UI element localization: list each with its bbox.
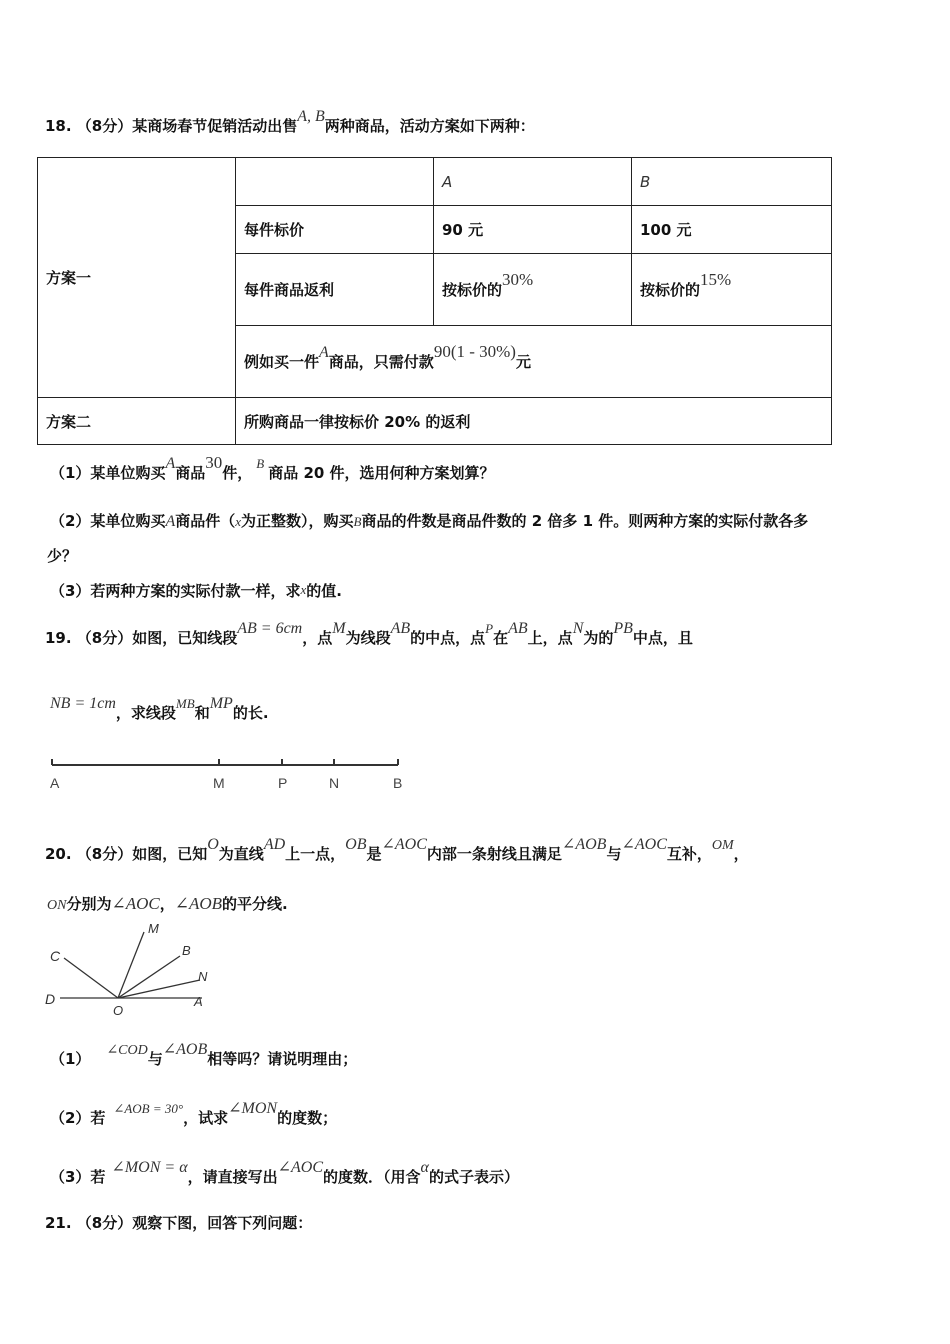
q20-sub3-p2: ，请直接写出 [187, 1168, 278, 1186]
q19-ab: AB [390, 620, 411, 637]
q20-aob: ∠AOB [561, 836, 607, 853]
q20-sub1 [50, 1041, 358, 1069]
rebate-a: 30% [502, 270, 534, 289]
plan-table [37, 157, 832, 445]
q18-sub2-a: A [165, 513, 176, 530]
q20-sub3-p3: 的度数．（用含 [323, 1168, 421, 1186]
example-1: 例如买一件 [244, 353, 320, 371]
plan1-label: 方案一 [38, 158, 236, 398]
example-cell [236, 326, 832, 398]
q19-nb-eq: NB = 1cm [50, 695, 116, 712]
q20-sub1-cod: ∠COD [106, 1043, 148, 1058]
q19-p9: ，求线段 [115, 704, 176, 722]
q18-sub1-p1: （1）某单位购买 [50, 464, 166, 482]
example-a: A [319, 344, 329, 361]
rebate-a-cell [434, 254, 632, 326]
plan2-label: 方案二 [38, 398, 236, 445]
q18-sub3 [50, 580, 342, 601]
fig-label-m: M [148, 921, 159, 936]
q20-sub3-alpha: α [420, 1159, 429, 1176]
q18-sub1-p2: 商品 [175, 464, 206, 482]
q20-sub3-aoc: ∠AOC [277, 1159, 324, 1176]
ray-om [118, 932, 144, 998]
label-p: P [278, 775, 288, 791]
q18-sub1 [50, 453, 495, 483]
q18-sub2-p3: 为正整数），购买 [241, 512, 354, 530]
price-label: 每件标价 [236, 206, 434, 254]
q20-p1: 20. （8分）如图，已知 [45, 845, 208, 863]
header-b: B [632, 158, 832, 206]
q19-p8: 中点，且 [632, 629, 693, 647]
q20-aob2: ∠AOB [174, 894, 223, 913]
q18-sub1-a: A [165, 455, 176, 472]
fig-label-b: B [182, 943, 191, 958]
q20-sub3-cond: ∠MON = α [111, 1159, 188, 1176]
q20-ob: OB [345, 836, 367, 853]
q18-sub3-x: x [300, 582, 307, 597]
angle-figure [40, 920, 230, 1020]
q19-mb: MB [175, 696, 195, 711]
q19-p6: 上，点 [527, 629, 573, 647]
q18-suffix: 两种商品，活动方案如下两种： [324, 117, 535, 135]
q20-sub1-aob: ∠AOB [162, 1041, 208, 1058]
q19-p3: 为线段 [345, 629, 391, 647]
q20-sub3-p1: （3）若 [50, 1168, 106, 1186]
ray-oc [64, 958, 118, 998]
q20-p2: 为直线 [218, 845, 264, 863]
q19-p2: ，点 [302, 629, 333, 647]
q18-sub2-p2: 商品件（ [175, 512, 236, 530]
q20-aoc2: ∠AOC [621, 836, 667, 853]
q20-sub2-p3: 的度数； [277, 1109, 338, 1127]
q19-p4: 的中点，点 [410, 629, 486, 647]
q18-sub2-p4: 商品的件数是商品件数的 2 倍多 1 件。则两种方案的实际付款各多 [361, 512, 809, 530]
q19-pb: PB [613, 620, 633, 637]
example-3: 元 [515, 353, 531, 371]
label-a: A [50, 775, 60, 791]
q19-line1 [45, 620, 693, 648]
q19-line2 [50, 695, 269, 723]
q18-sub2-p5: 少？ [47, 547, 78, 565]
q20-p9: 分别为 [66, 895, 112, 913]
q19-mp: MP [209, 695, 233, 712]
q19-p7: 为的 [583, 629, 614, 647]
example-formula: 90(1 - 30%) [433, 342, 516, 361]
q21-title: 21. （8分）观察下图，回答下列问题： [45, 1214, 313, 1232]
q19-p: P [485, 621, 494, 636]
label-m: M [213, 775, 225, 791]
q18-sub2-x: x [235, 514, 242, 529]
q20-ad: AD [263, 836, 286, 853]
q18-sub1-p4: 商品 20 件，选用何种方案划算？ [268, 464, 495, 482]
q20-sub1-p1: （1） [50, 1050, 91, 1068]
q20-sub3-p4: 的式子表示） [428, 1168, 519, 1186]
q20-p6: 与 [606, 845, 622, 863]
fig-label-a: A [194, 994, 203, 1009]
example-2: 商品，只需付款 [328, 353, 434, 371]
q18-sub2-b: B [353, 514, 362, 529]
q20-sub1-p3: 相等吗？请说明理由； [207, 1050, 358, 1068]
q20-sub2-cond: ∠AOB = 30° [113, 1101, 184, 1116]
plan2-text: 所购商品一律按标价 20% 的返利 [236, 398, 832, 445]
segment-figure [40, 750, 420, 795]
q19-ab2: AB [508, 620, 528, 637]
q20-aoc: ∠AOC [381, 836, 427, 853]
q19-n: N [572, 620, 584, 637]
q18-sub3-p1: （3）若两种方案的实际付款一样，求 [50, 582, 301, 600]
q18-sub1-n: 30 [205, 453, 223, 472]
q18-sub2-p1: （2）某单位购买 [50, 512, 166, 530]
q19-p11: 的长. [232, 704, 269, 722]
price-a: 90 元 [434, 206, 632, 254]
q20-sub2-mon: ∠MON [228, 1100, 278, 1117]
q18-sub1-b: B [256, 456, 265, 471]
q19-p5: 在 [493, 629, 509, 647]
header-a: A [434, 158, 632, 206]
q20-sub1-p2: 与 [147, 1050, 163, 1068]
q20-p5: 内部一条射线且满足 [426, 845, 562, 863]
q20-sub2-p1: （2）若 [50, 1109, 106, 1127]
q18-title [45, 108, 535, 136]
q20-p8: ， [733, 845, 749, 863]
q20-o: O [207, 836, 219, 853]
q20-p4: 是 [366, 845, 382, 863]
q18-sub3-p2: 的值. [306, 582, 342, 600]
q20-line1 [45, 836, 749, 864]
rebate-b-cell [632, 254, 832, 326]
q20-p3: 上一点， [285, 845, 346, 863]
fig-label-c: C [50, 948, 61, 964]
q19-p10: 和 [194, 704, 210, 722]
fig-label-o: O [113, 1003, 124, 1018]
q19-ab-eq: AB = 6cm [237, 620, 303, 637]
q18-sub2 [50, 510, 808, 531]
q20-aoc3: ∠AOC [111, 894, 160, 913]
rebate-label: 每件商品返利 [236, 254, 434, 326]
rebate-b: 15% [700, 270, 732, 289]
price-b: 100 元 [632, 206, 832, 254]
q20-on: ON [47, 898, 67, 913]
q20-line2 [47, 893, 288, 914]
q18-prefix: 18. （8分）某商场春节促销活动出售 [45, 117, 298, 135]
q18-sub1-p3: 件， [222, 464, 253, 482]
q20-sub2-p2: ，试求 [183, 1109, 229, 1127]
q20-p7: 互补， [666, 845, 712, 863]
q20-p11: 的平分线. [222, 895, 288, 913]
q20-sub3 [50, 1159, 519, 1187]
q20-sub2 [50, 1100, 338, 1128]
q20-p10: ， [159, 895, 175, 913]
q19-m: M [332, 620, 346, 637]
fig-label-d: D [45, 991, 56, 1007]
label-b: B [393, 775, 403, 791]
q20-om: OM [711, 838, 734, 853]
q19-p1: 19. （8分）如图，已知线段 [45, 629, 238, 647]
rebate-b-prefix: 按标价的 [640, 281, 701, 299]
label-n: N [329, 775, 340, 791]
rebate-a-prefix: 按标价的 [442, 281, 503, 299]
q18-ab: A, B [297, 108, 325, 125]
fig-label-n: N [198, 969, 208, 984]
header-empty [236, 158, 434, 206]
